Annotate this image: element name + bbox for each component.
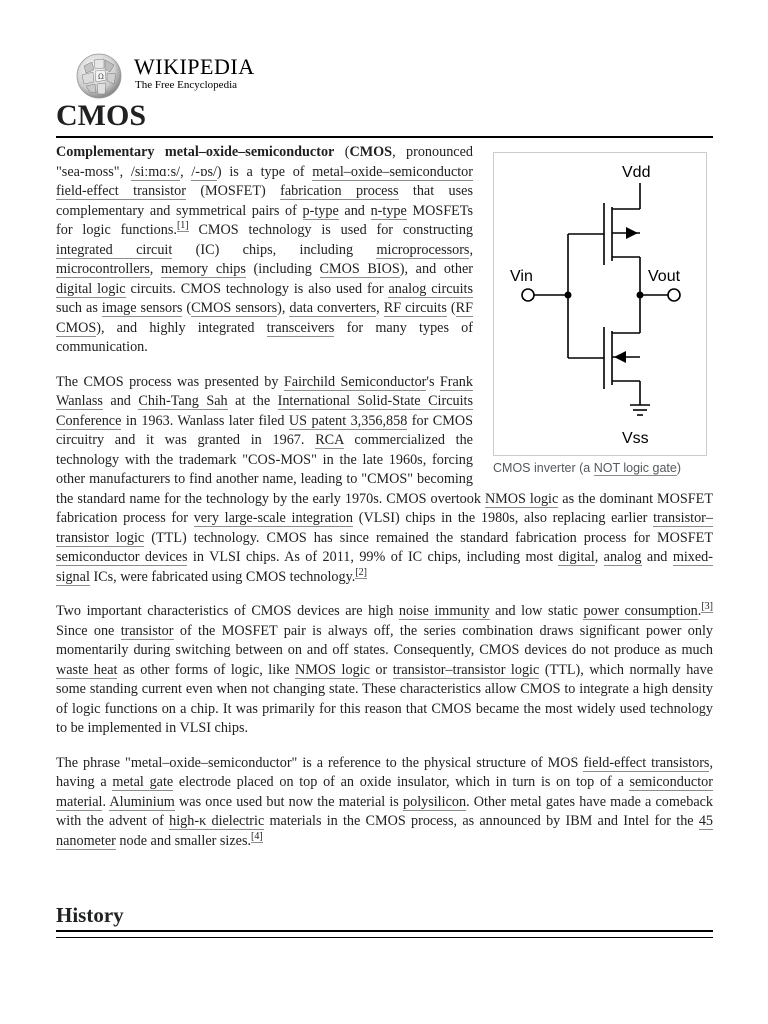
vlsi-link[interactable]: very large-scale integration [193, 510, 353, 526]
analog-link[interactable]: analog [603, 549, 642, 565]
transistor-link[interactable]: transistor [120, 622, 174, 639]
rf-cmos-link[interactable]: RF CMOS [56, 300, 473, 336]
vin-label: Vin [510, 268, 533, 285]
vdd-label: Vdd [622, 164, 651, 181]
reference-3[interactable]: [3] [701, 601, 713, 612]
waste-heat-link[interactable]: waste heat [56, 661, 118, 678]
frank-wanlass-link[interactable]: Frank Wanlass [56, 373, 473, 409]
analog-circuits-link[interactable]: analog circuits [388, 280, 473, 297]
ipa-link[interactable]: /siːmɑːs/ [130, 163, 181, 180]
polysilicon-link[interactable]: polysilicon [403, 793, 467, 810]
rca-link[interactable]: RCA [315, 432, 344, 448]
digital-logic-link[interactable]: digital logic [56, 280, 126, 297]
transceivers-link[interactable]: transceivers [266, 319, 335, 336]
reference-4[interactable]: [4] [251, 830, 263, 842]
integrated-circuit-link[interactable]: integrated circuit [56, 241, 173, 258]
site-header[interactable] [74, 52, 274, 100]
paragraph-characteristics: Two important characteristics of CMOS devices are high noise immunity and low static power consumption.[3] Since one transistor of the MOSFET pair is always off, the series combination draws significant power only momentarily during switching between on and off states. Consequently, CMOS devices do not produce as much waste heat as other forms of logic, like NMOS logic or transistor–transistor logic (TTL), which normally have some standing current even when not changing state. These characteristics allow CMOS to integrate a high density of logic functions on a chip. It was primarily for this reason that CMOS became the most widely used technology to be implemented in VLSI chips. [56, 601, 713, 736]
data-converters-link[interactable]: data converters [289, 300, 377, 316]
not-logic-gate-link[interactable]: NOT logic gate [593, 461, 677, 475]
semiconductor-material-link[interactable]: semiconductor material [56, 774, 713, 810]
microcontrollers-link[interactable]: microcontrollers [56, 261, 150, 277]
high-k-dielectric-link[interactable]: high-κ dielectric [169, 813, 265, 829]
reference-2[interactable]: [2] [355, 566, 367, 578]
vss-label: Vss [622, 430, 649, 447]
memory-chips-link[interactable]: memory chips [160, 261, 246, 277]
p-type-link[interactable]: p-type [302, 202, 339, 219]
mixed-signal-link[interactable]: mixed-signal [56, 549, 713, 585]
svg-text:Ω: Ω [98, 73, 104, 81]
cmos-sensors-link[interactable]: CMOS sensors [191, 300, 278, 316]
paragraph-structure: The phrase "metal–oxide–semiconductor" is a reference to the physical structure of MOS field-effect transistors, having a metal gate electrode placed on top of an oxide insulator, which in turn is on top of a semiconductor material. Aluminium was once used but now the material is polysilicon. Other metal gates have made a comeback with the advent of high-κ dielectric materials in the CMOS process, as announced by IBM and Intel for the 45 nanometer node and smaller sizes.[4] [56, 754, 714, 849]
nmos-logic-link-2[interactable]: NMOS logic [295, 661, 370, 678]
article-body [56, 143, 713, 866]
n-type-link[interactable]: n-type [370, 202, 407, 219]
paragraph-intro: Complementary metal–oxide–semiconductor (CMOS, pronounced "sea-moss", /siːmɑːs/, /-ɒs/) is a type of metal–oxide–semiconductor field-effect transistor (MOSFET) fabrication process that uses complementary and symmetrical pairs of p-type and n-type MOSFETs for logic functions.[1] CMOS technology is used for constructing integrated circuit (IC) chips, including microprocessors, microcontrollers, memory chips (including CMOS BIOS), and other digital logic circuits. CMOS technology is also used for analog circuits such as image sensors (CMOS sensors), data converters, RF circuits (RF CMOS), and highly integrated transceivers for many types of communication. [56, 144, 474, 355]
section-rule [56, 937, 713, 938]
figure-caption: CMOS inverter (a NOT logic gate) [493, 461, 682, 475]
site-tagline: The Free Encyclopedia [135, 79, 238, 91]
field-effect-transistors-link[interactable]: field-effect transistors [583, 754, 710, 771]
section-heading-history: History [56, 900, 713, 932]
rf-circuits-link[interactable]: RF circuits [383, 300, 447, 316]
infobox-figure [493, 152, 713, 476]
paragraph-history-intro: The CMOS process was presented by Fairchild Semiconductor's Frank Wanlass and Chih-Tang Sah at the International Solid-State Circuits Conference in 1963. Wanlass later filed US patent 3,356,858 for CMOS circuitry and it was granted in 1967. RCA commercialized the technology with the trademark "COS-MOS" in the late 1960s, forcing other manufacturers to find another name, leading to "CMOS" becoming the standard name for the technology by the early 1970s. CMOS overtook NMOS logic as the dominant MOSFET fabrication process for very large-scale integration (VLSI) chips in the 1980s, also replacing earlier transistor–transistor logic (TTL) technology. CMOS has since remained the standard fabrication process for MOSFET semiconductor devices in VLSI chips. As of 2011, 99% of IC chips, including most digital, analog and mixed-signal ICs, were fabricated using CMOS technology.[2] [56, 373, 714, 585]
isscc-link[interactable]: International Solid-State Circuits Conference [56, 393, 473, 429]
microprocessors-link[interactable]: microprocessors [376, 241, 470, 258]
cmos-bios-link[interactable]: CMOS BIOS [319, 261, 400, 277]
site-wordmark: WIKIPEDIA [134, 54, 255, 79]
fairchild-link[interactable]: Fairchild Semiconductor [283, 373, 427, 390]
noise-immunity-link[interactable]: noise immunity [398, 603, 490, 619]
reference-1[interactable]: [1] [176, 220, 189, 231]
digital-link[interactable]: digital [558, 549, 595, 565]
cmos-inverter-diagram [494, 153, 706, 455]
mosfet-link[interactable]: metal–oxide–semiconductor field-effect transistor [56, 163, 473, 199]
wikipedia-globe-logo [74, 52, 124, 100]
ipa-link-alt[interactable]: /-ɒs/ [191, 163, 217, 180]
fabrication-process-link[interactable]: fabrication process [280, 183, 399, 199]
us-patent-link[interactable]: US patent 3,356,858 [288, 412, 408, 429]
metal-gate-link[interactable]: metal gate [112, 774, 174, 790]
chih-tang-sah-link[interactable]: Chih-Tang Sah [138, 393, 228, 409]
aluminium-link[interactable]: Aluminium [109, 793, 175, 810]
vout-label: Vout [648, 268, 681, 285]
45-nanometer-link[interactable]: 45 nanometer [56, 813, 714, 849]
image-sensors-link[interactable]: image sensors [101, 300, 183, 316]
semiconductor-devices-link[interactable]: semiconductor devices [56, 549, 188, 565]
nmos-logic-link[interactable]: NMOS logic [484, 490, 559, 507]
ttl-link-2[interactable]: transistor–transistor logic [392, 661, 540, 678]
ttl-link[interactable]: transistor–transistor logic [56, 510, 713, 546]
page-title: CMOS [56, 96, 713, 138]
figure-frame [493, 152, 707, 456]
power-consumption-link[interactable]: power consumption [583, 603, 698, 619]
